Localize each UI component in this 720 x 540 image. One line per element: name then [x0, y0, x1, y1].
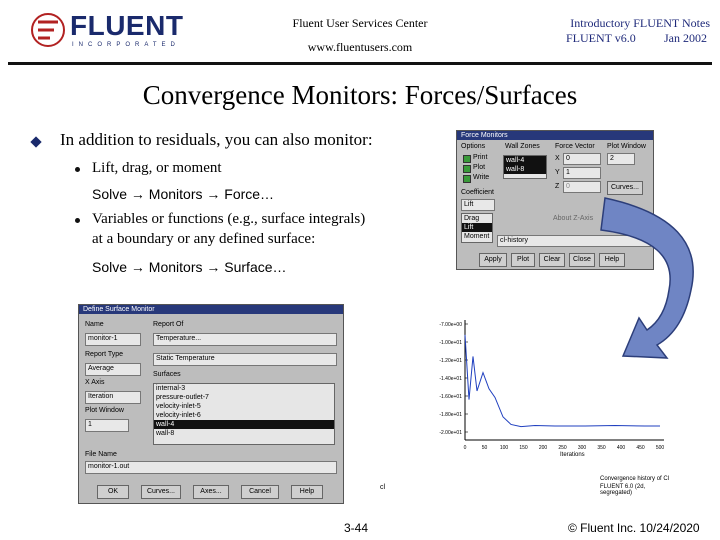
- plot-option-label: Plot: [473, 164, 486, 171]
- x-tick-label: 450: [636, 445, 645, 451]
- list-item[interactable]: internal-3: [156, 385, 186, 392]
- plot-window-label: Plot Window: [607, 143, 646, 150]
- menu-path-surface: Solve → Monitors → Surface…: [92, 259, 287, 275]
- list-item[interactable]: velocity-inlet-6: [156, 412, 201, 419]
- force-z-input[interactable]: 0: [563, 181, 601, 193]
- list-item[interactable]: wall-8: [156, 430, 175, 437]
- y-tick-label: -1.40e+01: [439, 376, 462, 382]
- cancel-button[interactable]: Cancel: [241, 485, 279, 499]
- write-option-label: Write: [473, 174, 490, 181]
- header-divider: [8, 62, 712, 65]
- print-checkbox[interactable]: [463, 155, 471, 163]
- x-axis-label: X Axis: [85, 379, 105, 386]
- x-tick-label: 350: [597, 445, 606, 451]
- menu-path-force: Solve → Monitors → Force…: [92, 186, 275, 202]
- surface-dialog-title: Define Surface Monitor: [79, 305, 343, 314]
- list-item[interactable]: Drag: [464, 215, 480, 222]
- slide-title: Convergence Monitors: Forces/Surfaces: [142, 80, 578, 110]
- list-item[interactable]: pressure-outlet-7: [156, 394, 209, 401]
- x-axis-title: Iterations: [560, 452, 585, 458]
- logo-wordmark: FLUENT: [70, 10, 184, 41]
- coefficient-list[interactable]: [461, 213, 493, 243]
- curves-button[interactable]: Curves...: [607, 181, 643, 195]
- page-number: 3-44: [344, 521, 369, 535]
- list-item[interactable]: wall-4: [504, 156, 546, 165]
- clear-button[interactable]: Clear: [539, 253, 565, 267]
- z-label: Z: [555, 183, 560, 190]
- x-tick-label: 50: [481, 445, 488, 451]
- wall-zones-list[interactable]: [503, 155, 547, 179]
- fluent-logo: [30, 10, 184, 52]
- x-tick-label: 150: [519, 445, 528, 451]
- list-item[interactable]: Lift: [462, 223, 492, 232]
- y-label: Y: [555, 169, 560, 176]
- plot-caption-line2: FLUENT 6.0 (2d, segregated): [600, 484, 646, 496]
- header-center-line1: Fluent User Services Center: [292, 16, 428, 30]
- print-option-label: Print: [473, 154, 488, 161]
- sub-bullet-1: Lift, drag, or moment: [92, 160, 222, 176]
- y-tick-label: -1.60e+01: [439, 394, 462, 400]
- dot-bullet-icon: [75, 167, 80, 172]
- wall-zones-label: Wall Zones: [505, 143, 540, 150]
- x-tick-label: 250: [558, 445, 567, 451]
- logo-subtitle: INCORPORATED: [72, 42, 180, 48]
- report-of-sub-select[interactable]: Static Temperature: [153, 353, 337, 366]
- y-tick-label: -1.20e+01: [439, 358, 462, 364]
- cl-history-curve: [465, 335, 660, 427]
- report-of-label: Report Of: [153, 321, 184, 328]
- x-tick-label: 300: [577, 445, 587, 451]
- convergence-plot: [420, 316, 670, 501]
- surface-monitor-dialog: [78, 304, 344, 504]
- list-item[interactable]: velocity-inlet-5: [156, 403, 201, 410]
- header-center-line2: www.fluentusers.com: [307, 40, 413, 54]
- convergence-plot-svg: [420, 316, 670, 501]
- plot-caption-line1: Convergence history of Cl: [600, 476, 670, 482]
- moment-axis-label: About Z-Axis: [553, 215, 594, 222]
- x-axis-select[interactable]: Iteration: [85, 391, 141, 404]
- header-right-line1: Introductory FLUENT Notes: [570, 16, 710, 30]
- x-label: X: [555, 155, 560, 162]
- fluent-logo-mark-icon: [30, 12, 66, 48]
- close-button[interactable]: Close: [569, 253, 595, 267]
- axes-button[interactable]: Axes...: [193, 485, 229, 499]
- list-item[interactable]: wall-4: [154, 420, 334, 429]
- dot-bullet-icon: [75, 218, 80, 223]
- coefficient-select[interactable]: Lift: [461, 199, 495, 211]
- help-button[interactable]: Help: [599, 253, 625, 267]
- file-name-label: File Name: [85, 451, 117, 458]
- report-of-select[interactable]: Temperature...: [153, 333, 337, 346]
- ok-button[interactable]: OK: [97, 485, 129, 499]
- options-label: Options: [461, 143, 486, 150]
- x-tick-label: 500: [655, 445, 665, 451]
- file-name-input[interactable]: monitor-1.out: [85, 461, 337, 474]
- header-version: FLUENT v6.0: [566, 31, 636, 45]
- main-bullet: In addition to residuals, you can also monitor:: [60, 130, 373, 149]
- file-name-input[interactable]: cl-history: [497, 235, 651, 247]
- surfaces-label: Surfaces: [153, 371, 181, 378]
- diamond-bullet-icon: [30, 136, 41, 147]
- x-tick-label: 200: [538, 445, 548, 451]
- report-type-label: Report Type: [85, 351, 124, 358]
- plot-window-input[interactable]: 2: [607, 153, 635, 165]
- help-button[interactable]: Help: [291, 485, 323, 499]
- surfaces-list[interactable]: [153, 383, 335, 445]
- force-vector-label: Force Vector: [555, 143, 595, 150]
- force-y-input[interactable]: 1: [563, 167, 601, 179]
- coefficient-label: Coefficient: [461, 189, 494, 196]
- name-label: Name: [85, 321, 104, 328]
- y-tick-label: -1.80e+01: [439, 412, 462, 418]
- x-tick-label: 0: [463, 445, 467, 451]
- plot-window-input[interactable]: 1: [85, 419, 129, 432]
- force-dialog-title: Force Monitors: [457, 131, 653, 140]
- plot-window-label: Plot Window: [85, 407, 124, 414]
- report-type-select[interactable]: Average: [85, 363, 141, 376]
- monitor-name-input[interactable]: monitor-1: [85, 333, 141, 346]
- sub-bullet-2-line2: at a boundary or any defined surface:: [92, 231, 316, 247]
- y-tick-label: -7.00e+00: [439, 322, 462, 328]
- list-item[interactable]: wall-8: [504, 165, 546, 174]
- sub-bullet-2-line1: Variables or functions (e.g., surface integrals): [92, 211, 366, 227]
- header-date: Jan 2002: [664, 31, 707, 45]
- force-x-input[interactable]: 0: [563, 153, 601, 165]
- write-checkbox[interactable]: [463, 175, 471, 183]
- y-tick-label: -2.00e+01: [439, 430, 462, 436]
- x-tick-label: 400: [616, 445, 626, 451]
- x-tick-label: 100: [499, 445, 509, 451]
- copyright: © Fluent Inc. 10/24/2020: [568, 521, 700, 535]
- list-item[interactable]: Moment: [464, 233, 490, 240]
- apply-button[interactable]: Apply: [479, 253, 507, 267]
- plot-checkbox[interactable]: [463, 165, 471, 173]
- curves-button[interactable]: Curves...: [141, 485, 181, 499]
- plot-button[interactable]: Plot: [511, 253, 535, 267]
- cl-label: cl: [380, 484, 386, 491]
- y-tick-label: -1.00e+01: [439, 340, 462, 346]
